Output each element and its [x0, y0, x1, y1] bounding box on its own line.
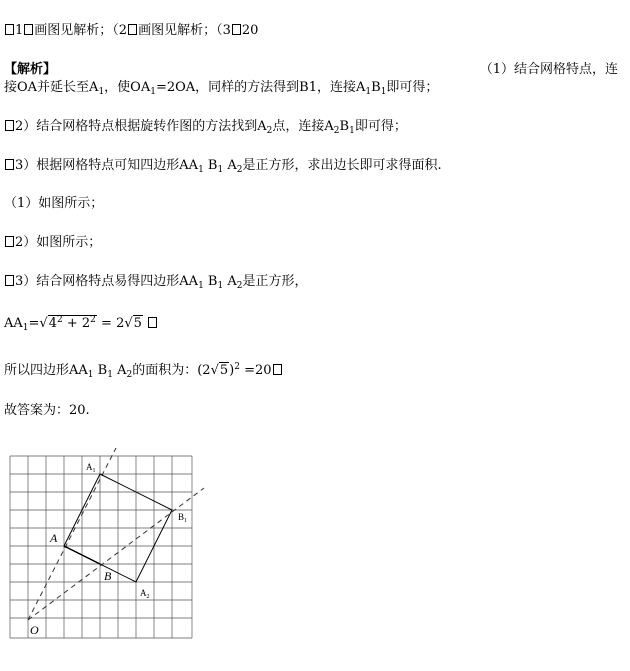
label-A: A — [50, 531, 58, 545]
analysis-heading: 【解析】 — [4, 62, 57, 77]
solution-part3: 3）结合网格特点易得四边形$AA_1$ $B_1$ $A_2$是正方形， — [4, 273, 308, 291]
label-B1: $B_1$ — [178, 512, 188, 524]
side-length-formula: $AA_1=√4^2 + 2^2 = 2√5$ — [4, 315, 158, 333]
label-O: O — [30, 623, 39, 637]
missing-glyph-box — [5, 159, 14, 170]
analysis-step1-second: 接OA并延长至$A_1$，使$OA_1=2OA$，同样的方法得到B1，连接$A_1B_1$即可得； — [4, 80, 439, 97]
missing-glyph-box — [232, 24, 241, 35]
sqrt-expression: √5 — [124, 316, 142, 331]
missing-glyph-box — [24, 24, 33, 35]
missing-glyph-box — [5, 275, 14, 286]
analysis-step3: 3）根据网格特点可知四边形$AA_1$ $B_1$ $A_2$是正方形，求出边长即可求得面积. — [4, 157, 442, 175]
missing-glyph-box — [5, 236, 14, 247]
label-A2: $A_2$ — [140, 588, 150, 600]
missing-glyph-box — [5, 120, 14, 131]
solution-part1: （1）如图所示； — [4, 196, 104, 211]
label-B: B — [104, 569, 112, 583]
grid-figure — [0, 448, 215, 648]
label-A1: $A_1$ — [86, 462, 96, 474]
point-labels — [30, 462, 187, 637]
missing-glyph-box — [128, 24, 137, 35]
grid-lines — [10, 456, 192, 638]
missing-glyph-box — [273, 364, 282, 375]
sqrt-expression: √5 — [210, 363, 229, 378]
sqrt-expression: $√4^2 + 2^2$ — [39, 315, 96, 331]
missing-glyph-box — [5, 24, 14, 35]
area-line: 所以四边形$AA_1$ $B_1$ $A_2$的面积为：$(2√5)^2 =20$ — [4, 362, 283, 380]
analysis-step1-first: （1）结合网格特点，连 — [479, 62, 618, 77]
final-answer: 故答案为：20. — [4, 403, 90, 418]
answer-line: 1 画图见解析；（2 画图见解析；（3 20 — [4, 22, 258, 40]
analysis-step2: 2）结合网格特点根据旋转作图的方法找到$A_2$点，连接$A_2B_1$即可得； — [4, 118, 407, 136]
solution-part2: 2）如图所示； — [4, 234, 101, 252]
missing-glyph-box — [148, 317, 157, 328]
